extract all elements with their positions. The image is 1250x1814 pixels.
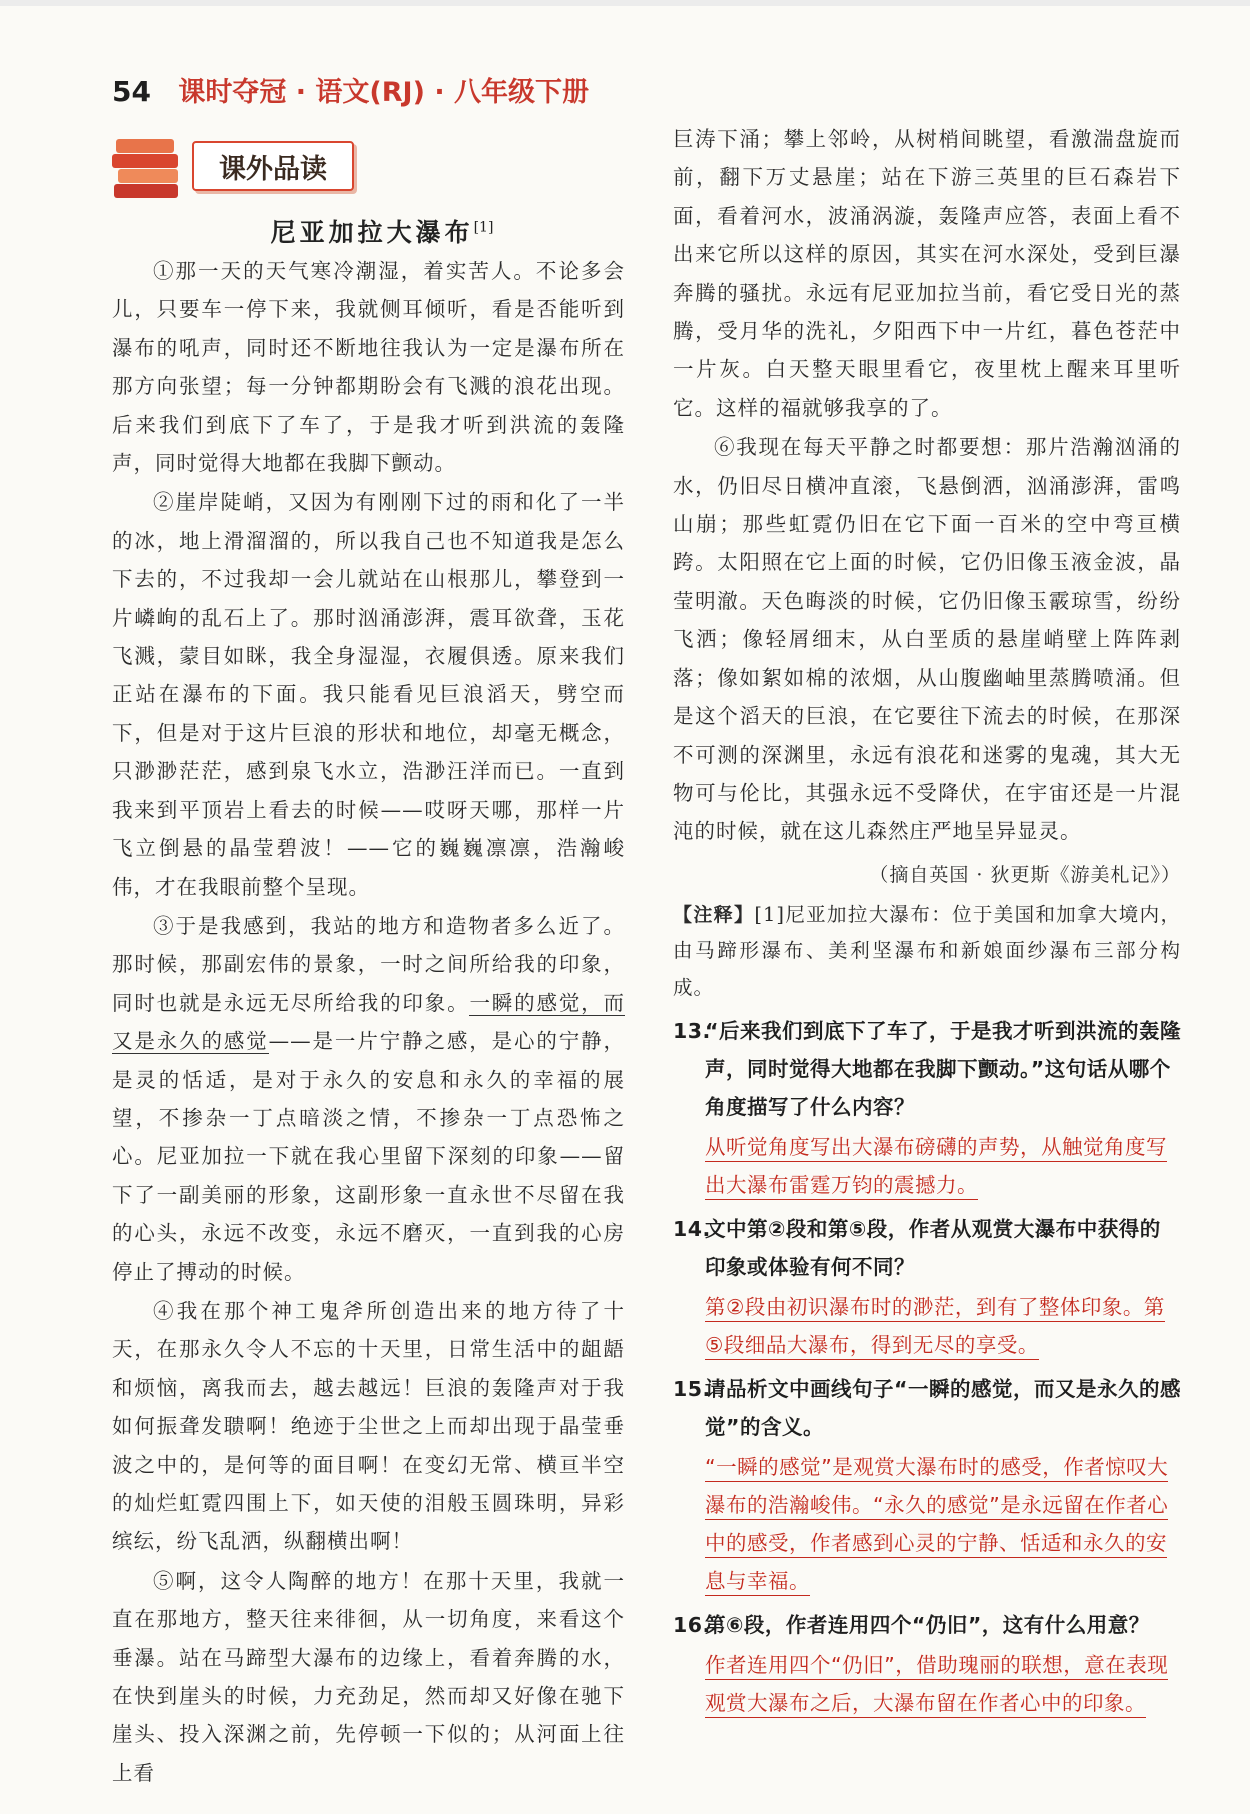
question-14 [673,1210,1181,1286]
question-item [673,1210,1181,1364]
page-number: 54 [112,75,151,108]
paragraph-6: ⑥我现在每天平静之时都要想：那片浩瀚汹涌的水，仍旧尽日横冲直滚，飞悬倒洒，汹涌澎湃，雷鸣山崩；那些虹霓仍旧在它下面一百米的空中弯亘横跨。太阳照在它上面的时候，它仍旧像玉液金波，晶莹明澈。天色晦淡的时候，它仍旧像玉霰琼雪，纷纷飞洒；像轻屑细末，从白垩质的悬崖峭壁上阵阵剥落；像如絮如棉的浓烟，从山腹幽岫里蒸腾喷涌。但是这个滔天的巨浪，在它要往下流去的时候，在那深不可测的深渊里，永远有浪花和迷雾的鬼魂，其大无物可与伦比，其强永远不受降伏，在宇宙还是一片混沌的时候，就在这儿森然庄严地呈异显灵。 [673,435,1181,844]
question-number: 15. [673,1377,711,1402]
page-header [112,70,589,109]
questions-list [673,1012,1181,1722]
annotation-tag: 【注释】 [673,903,755,926]
paragraph-5-continued-text: 巨涛下涌；攀上邻岭，从树梢间眺望，看激湍盘旋而前，翻下万丈悬崖；站在下游三英里的巨石森岩下面，看着河水，波涌涡漩，轰隆声应答，表面上看不出来它所以这样的原因，其实在河水深处，受到巨瀑奔腾的骚扰。永远有尼亚加拉当前，看它受日光的蒸腾，受月华的洗礼，夕阳西下中一片红，暮色苍茫中一片灰。白天整天眼里看它，夜里枕上醒来耳里听它。这样的福就够我享的了。 [673,127,1181,420]
paragraph-3 [112,907,625,1291]
underlined-sentence: 一瞬的感觉，而又是永久的感觉 [112,990,626,1054]
question-16 [673,1606,1181,1644]
paragraph-5-continued [673,120,1181,427]
article-title [112,213,652,249]
article-title-text: 尼亚加拉大瀑布 [270,218,474,247]
question-number: 14. [673,1217,711,1242]
paragraph-2: ②崖岸陡峭，又因为有刚刚下过的雨和化了一半的冰，地上滑溜溜的，所以我自己也不知道我是怎么下去的，不过我却一会儿就站在山根那儿，攀登到一片嶙峋的乱石上了。那时汹涌澎湃，震耳欲聋，玉花飞溅，蒙目如眯，我全身湿湿，衣履俱透。原来我们正站在瀑布的下面。我只能看见巨浪滔天，劈空而下，但是对于这片巨浪的形状和地位，却毫无概念，只渺渺茫茫，感到泉飞水立，浩渺汪洋而已。一直到我来到平顶岩上看去的时候——哎呀天哪，那样一片飞立倒悬的晶莹碧波！——它的巍巍凛凛，浩瀚峻伟，才在我眼前整个呈现。 [112,490,625,899]
books-icon [112,139,182,197]
source-citation: （摘自英国 · 狄更斯《游美札记》） [869,863,1181,886]
question-text: “后来我们到底下了车了，于是我才听到洪流的轰隆声，同时觉得大地都在我脚下颤动。”这句话从哪个角度描写了什么内容？ [705,1019,1181,1120]
title-footnote-ref: [1] [473,219,494,236]
top-rule [0,0,1250,6]
book-title: 课时夺冠 · 语文(RJ) · 八年级下册 [178,77,590,108]
question-item [673,1606,1181,1722]
answer-14 [705,1288,1181,1364]
annotation-text: [1]尼亚加拉大瀑布：位于美国和加拿大境内，由马蹄形瀑布、美利坚瀑布和新娘面纱瀑布三部分构成。 [673,902,1181,999]
paragraph-4: ④我在那个神工鬼斧所创造出来的地方待了十天，在那永久令人不忘的十天里，日常生活中的龃龉和烦恼，离我而去，越去越远！巨浪的轰隆声对于我如何振聋发聩啊！绝迹于尘世之上而却出现于晶莹垂波之中的，是何等的面目啊！在变幻无常、横亘半空的灿烂虹霓四围上下，如天使的泪般玉圆珠明，异彩缤纭，纷飞乱洒，纵翻横出啊！ [112,1298,625,1554]
right-column [673,120,1181,1726]
left-column [112,252,625,1792]
annotation [673,897,1181,1007]
answer-text: 作者连用四个“仍旧”，借助瑰丽的联想，意在表现观赏大瀑布之后，大瀑布留在作者心中的印象。 [705,1653,1168,1718]
answer-text: 第②段由初识瀑布时的渺茫，到有了整体印象。第⑤段细品大瀑布，得到无尽的享受。 [705,1295,1165,1360]
question-13 [673,1012,1181,1126]
question-number: 13. [673,1019,711,1044]
paragraph-3-after: ——是一片宁静之感，是心的宁静，是灵的恬适，是对于永久的安息和永久的幸福的展望，不掺杂一丁点暗淡之情，不掺杂一丁点恐怖之心。尼亚加拉一下就在我心里留下深刻的印象——留下了一副美丽的形象，这副形象一直永世不尽留在我的心头，永远不改变，永远不磨灭，一直到我的心房停止了搏动的时候。 [112,1029,626,1284]
question-number: 16. [673,1613,711,1638]
question-15 [673,1370,1181,1446]
paragraph-3-before: ③于是我感到，我站的地方和造物者多么近了。那时候，那副宏伟的景象，一时之间所给我的印象，同时也就是永远无尽所给我的印象。 [112,913,625,1015]
question-item [673,1012,1181,1204]
question-text: 文中第②段和第⑤段，作者从观赏大瀑布中获得的印象或体验有何不同？ [705,1217,1161,1280]
paragraph-5: ⑤啊，这令人陶醉的地方！在那十天里，我就一直在那地方，整天往来徘徊，从一切角度，来看这个垂瀑。站在马蹄型大瀑布的边缘上，看着奔腾的水，在快到崖头的时候，力充劲足，然而却又好像在驰下崖头、投入深渊之前，先停顿一下似的；从河面上往上看 [112,1568,625,1785]
question-text: 第⑥段，作者连用四个“仍旧”，这有什么用意？ [705,1613,1150,1638]
answer-15 [705,1448,1181,1600]
section-banner [112,133,357,197]
section-label: 课外品读 [192,141,354,191]
answer-text: “一瞬的感觉”是观赏大瀑布时的感受，作者惊叹大瀑布的浩瀚峻伟。“永久的感觉”是永远留在作者心中的感受，作者感到心灵的宁静、恬适和永久的安息与幸福。 [705,1455,1168,1596]
question-text: 请品析文中画线句子“一瞬的感觉，而又是永久的感觉”的含义。 [705,1377,1181,1440]
paragraph-1: ①那一天的天气寒冷潮湿，着实苦人。不论多会儿，只要车一停下来，我就侧耳倾听，看是否能听到瀑布的吼声，同时还不断地往我认为一定是瀑布所在那方向张望；每一分钟都期盼会有飞溅的浪花出现。后来我们到底下了车了，于是我才听到洪流的轰隆声，同时觉得大地都在我脚下颤动。 [112,259,625,476]
answer-16 [705,1646,1181,1722]
question-item [673,1370,1181,1600]
answer-13 [705,1128,1181,1204]
answer-text: 从听觉角度写出大瀑布磅礴的声势，从触觉角度写出大瀑布雷霆万钧的震撼力。 [705,1135,1167,1200]
